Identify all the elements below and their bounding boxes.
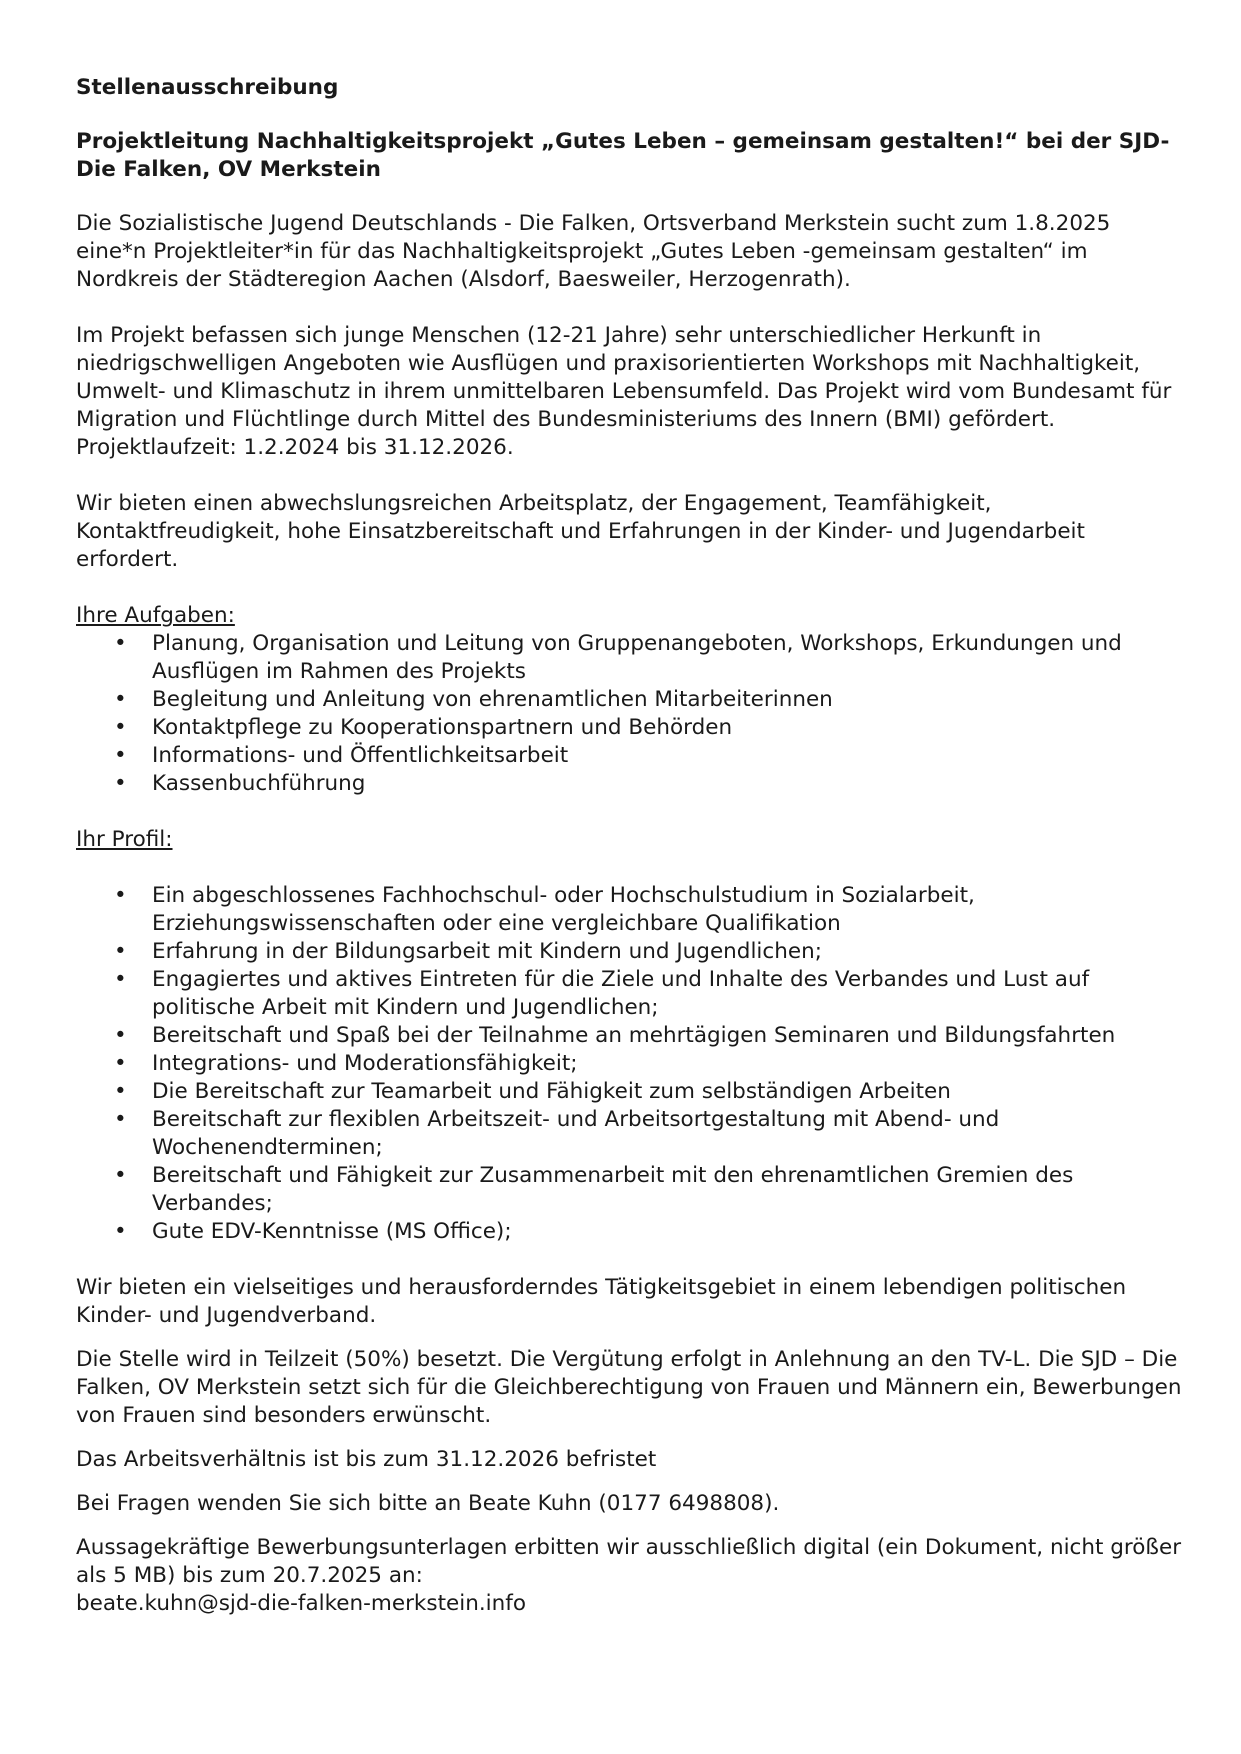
list-item: • Informations- und Öffentlichkeitsarbeit — [152, 742, 1186, 770]
list-item: • Ein abgeschlossenes Fachhochschul- oder Hochschulstudium in Sozialarbeit, Erziehungswissenschaften oder eine vergleichbare Qualifikation — [152, 882, 1186, 938]
closing-paragraph-terms: Die Stelle wird in Teilzeit (50%) besetzt. Die Vergütung erfolgt in Anlehnung an den TV-L. Die SJD – Die Falken, OV Merkstein setzt sich für die Gleichberechtigung von Frauen und Männern ein, Bewerbungen von Frauen sind besonders erwünscht. — [76, 1347, 1182, 1428]
list-item: • Engagiertes und aktives Eintreten für die Ziele und Inhalte des Verbandes und Lust auf politische Arbeit mit Kindern und Jugendlichen; — [152, 966, 1186, 1022]
list-item: • Die Bereitschaft zur Teamarbeit und Fähigkeit zum selbständigen Arbeiten — [152, 1078, 1186, 1106]
document-label: Stellenausschreibung — [76, 75, 339, 100]
document-title: Projektleitung Nachhaltigkeitsprojekt „Gutes Leben – gemeinsam gestalten!“ bei der SJD-Die Falken, OV Merkstein — [76, 129, 1170, 182]
profile-heading: Ihr Profil: — [76, 827, 173, 852]
list-item: • Gute EDV-Kenntnisse (MS Office); — [152, 1218, 1186, 1246]
application-paragraph — [76, 1534, 1186, 1618]
closing-paragraph-duration: Das Arbeitsverhältnis ist bis zum 31.12.2026 befristet — [76, 1447, 657, 1472]
tasks-heading: Ihre Aufgaben: — [76, 603, 235, 628]
intro-paragraph: Die Sozialistische Jugend Deutschlands - Die Falken, Ortsverband Merkstein sucht zum 1.8.2025 eine*n Projektleiter*in für das Nachhaltigkeitsprojekt „Gutes Leben -gemeinsam gestalten“ im Nordkreis der Städteregion Aachen (Alsdorf, Baesweiler, Herzogenrath). — [76, 211, 1111, 292]
spacer — [76, 854, 1186, 882]
profile-list — [76, 882, 1186, 1246]
closing-paragraph-offer: Wir bieten ein vielseitiges und herausforderndes Tätigkeitsgebiet in einem lebendigen politischen Kinder- und Jugendverband. — [76, 1275, 1127, 1328]
tasks-list — [76, 630, 1186, 798]
list-item: • Integrations- und Moderationsfähigkeit; — [152, 1050, 1186, 1078]
contact-email: beate.kuhn@sjd-die-falken-merkstein.info — [76, 1591, 526, 1616]
list-item: • Erfahrung in der Bildungsarbeit mit Kindern und Jugendlichen; — [152, 938, 1186, 966]
offer-paragraph: Wir bieten einen abwechslungsreichen Arbeitsplatz, der Engagement, Teamfähigkeit, Kontaktfreudigkeit, hohe Einsatzbereitschaft und Erfahrungen in der Kinder- und Jugendarbeit erfordert. — [76, 491, 1085, 572]
list-item: • Bereitschaft und Spaß bei der Teilnahme an mehrtägigen Seminaren und Bildungsfahrten — [152, 1022, 1186, 1050]
list-item: • Kontaktpflege zu Kooperationspartnern und Behörden — [152, 714, 1186, 742]
list-item: • Bereitschaft zur flexiblen Arbeitszeit- und Arbeitsortgestaltung mit Abend- und Wochenendterminen; — [152, 1106, 1186, 1162]
list-item: • Begleitung und Anleitung von ehrenamtlichen Mitarbeiterinnen — [152, 686, 1186, 714]
list-item: • Planung, Organisation und Leitung von Gruppenangeboten, Workshops, Erkundungen und Ausflügen im Rahmen des Projekts — [152, 630, 1186, 686]
job-posting-page — [76, 74, 1186, 1618]
application-text: Aussagekräftige Bewerbungsunterlagen erbitten wir ausschließlich digital (ein Dokument, nicht größer als 5 MB) bis zum 20.7.2025 an: — [76, 1535, 1182, 1588]
list-item: • Kassenbuchführung — [152, 770, 1186, 798]
project-description-paragraph: Im Projekt befassen sich junge Menschen (12-21 Jahre) sehr unterschiedlicher Herkunft in niedrigschwelligen Angeboten wie Ausflügen und praxisorientierten Workshops mit Nachhaltigkeit, Umwelt- und Klimaschutz in ihrem unmittelbaren Lebensumfeld. Das Projekt wird vom Bundesamt für Migration und Flüchtlinge durch Mittel des Bundesministeriums des Innern (BMI) gefördert. Projektlaufzeit: 1.2.2024 bis 31.12.2026. — [76, 323, 1172, 460]
list-item: • Bereitschaft und Fähigkeit zur Zusammenarbeit mit den ehrenamtlichen Gremien des Verbandes; — [152, 1162, 1186, 1218]
closing-paragraph-contact: Bei Fragen wenden Sie sich bitte an Beate Kuhn (0177 6498808). — [76, 1491, 780, 1516]
